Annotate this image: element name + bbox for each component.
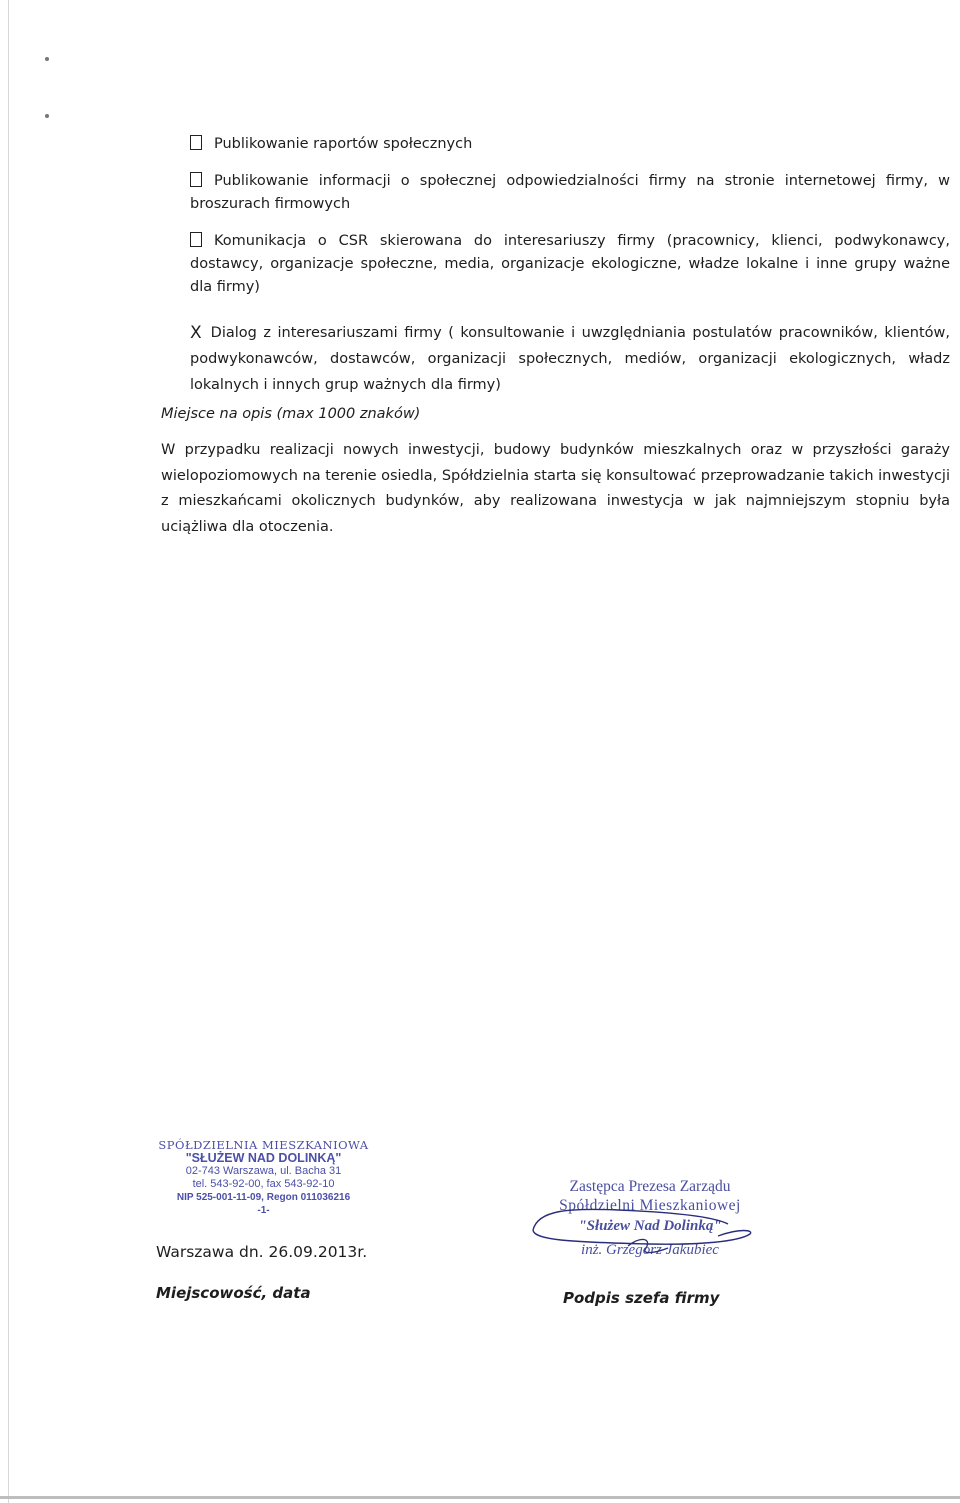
signature-caption: Podpis szefa firmy bbox=[563, 1289, 720, 1307]
option-text: Komunikacja o CSR skierowana do interesariuszy firmy (pracownicy, klienci, podwykonawcy, dostawcy, organizacje społeczne, media, organizacje ekologiczne, władze lokalne i inne grupy ważne dla firmy) bbox=[190, 233, 950, 295]
stamp-line-name: SPÓŁDZIELNIA MIESZKANIOWA bbox=[158, 1138, 369, 1152]
option-stakeholder-dialog bbox=[190, 320, 950, 398]
option-text: Publikowanie informacji o społecznej odpowiedzialności firmy na stronie internetowej firmy, w broszurach firmowych bbox=[190, 173, 950, 212]
handwritten-signature bbox=[528, 1198, 758, 1268]
option-publishing-csr-info bbox=[190, 170, 950, 216]
scan-bottom-edge bbox=[0, 1496, 960, 1499]
signature-stamp-org: Spółdzielni Mieszkaniowej bbox=[559, 1197, 741, 1214]
place-date-value: Warszawa dn. 26.09.2013r. bbox=[156, 1243, 368, 1261]
checkbox-icon[interactable] bbox=[190, 172, 202, 187]
signature-stamp-position: Zastępca Prezesa Zarządu bbox=[569, 1178, 731, 1195]
punch-hole-mark bbox=[45, 114, 49, 118]
punch-hole-mark bbox=[45, 57, 49, 61]
company-stamp bbox=[146, 1139, 381, 1217]
stamp-line-number: -1- bbox=[257, 1205, 270, 1216]
option-text: Dialog z interesariuszami firmy ( konsultowanie i uwzględniania postulatów pracowników, klientów, podwykonawców, dostawców, organizacji społecznych, mediów, organizacji ekologicznych, władz lokalnych i innych grup ważnych dla firmy) bbox=[190, 325, 950, 393]
stamp-line-address: 02-743 Warszawa, ul. Bacha 31 bbox=[185, 1165, 342, 1177]
option-publishing-social-reports bbox=[190, 133, 950, 156]
stamp-line-phone: tel. 543-92-00, fax 543-92-10 bbox=[192, 1178, 335, 1190]
scan-edge-line bbox=[8, 0, 9, 1503]
option-text: Publikowanie raportów społecznych bbox=[214, 136, 473, 152]
description-label: Miejsce na opis (max 1000 znaków) bbox=[161, 406, 421, 422]
checkbox-icon[interactable] bbox=[190, 135, 202, 150]
option-csr-communication bbox=[190, 230, 950, 299]
x-mark-icon[interactable]: X bbox=[190, 323, 202, 343]
signature-stamp-org-name: "Służew Nad Dolinką" bbox=[578, 1218, 722, 1234]
checkbox-icon[interactable] bbox=[190, 232, 202, 247]
stamp-line-title: "SŁUŻEW NAD DOLINKĄ" bbox=[185, 1151, 342, 1165]
place-date-caption: Miejscowość, data bbox=[156, 1284, 311, 1302]
stamp-line-ids: NIP 525-001-11-09, Regon 011036216 bbox=[176, 1192, 351, 1203]
signature-stamp-person: inż. Grzegorz Jakubiec bbox=[581, 1242, 719, 1258]
description-text: W przypadku realizacji nowych inwestycji, budowy budynków mieszkalnych oraz w przyszłości garaży wielopoziomowych na terenie osiedla, Spółdzielnia starta się konsultować przeprowadzanie takich inwestycji z mieszkańcami okolicznych budynków, aby realizowana inwestycja w jak najmniejszym stopniu była uciążliwa dla otoczenia. bbox=[161, 442, 950, 535]
